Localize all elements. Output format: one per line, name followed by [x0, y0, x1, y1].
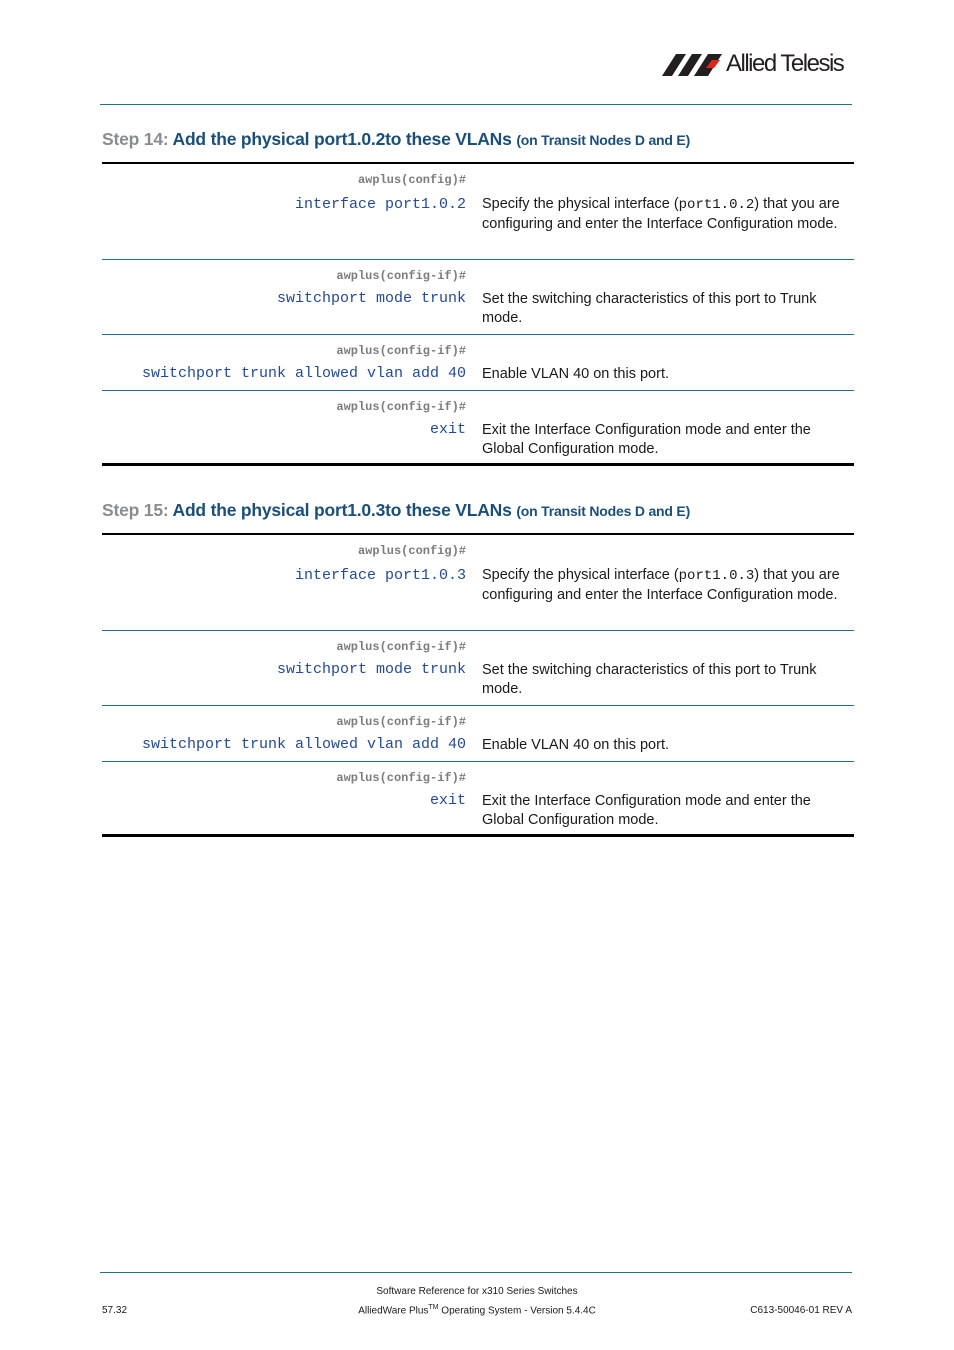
cli-command: switchport trunk allowed vlan add 40	[141, 365, 466, 382]
cli-prompt: awplus(config-if)#	[336, 344, 466, 358]
cli-command: switchport mode trunk	[276, 661, 466, 678]
cli-command: exit	[429, 421, 466, 438]
step-title: Add the physical port1.0.3to these VLANs	[172, 500, 512, 520]
table-row	[102, 706, 854, 762]
step-title: Add the physical port1.0.2to these VLANs	[172, 129, 512, 149]
step-label: Step 14:	[102, 129, 169, 149]
cli-command: switchport trunk allowed vlan add 40	[141, 736, 466, 753]
step-description: Enable VLAN 40 on this port.	[482, 366, 670, 382]
page-number: 57.32	[102, 1305, 128, 1316]
cli-prompt: awplus(config-if)#	[336, 771, 466, 785]
header-divider	[100, 104, 852, 105]
step-description: Specify the physical interface (port1.0.3) that you are configuring and enter the Interface Configuration mode.	[482, 567, 840, 603]
cli-prompt: awplus(config-if)#	[336, 715, 466, 729]
inline-code: port1.0.3	[678, 568, 755, 584]
cli-command: interface port1.0.2	[294, 196, 466, 213]
table-row	[102, 164, 854, 260]
cli-prompt: awplus(config)#	[357, 173, 466, 187]
footer-divider	[100, 1272, 852, 1273]
logo	[662, 50, 854, 80]
table-row	[102, 391, 854, 463]
step-description: Exit the Interface Configuration mode and enter the Global Configuration mode.	[482, 422, 811, 457]
table-row	[102, 762, 854, 834]
footer-version: AlliedWare Plus™ Operating System - Version 5.4.4C	[358, 1304, 596, 1317]
allied-telesis-logo-icon	[662, 54, 724, 76]
document-id: C613-50046-01 REV A	[750, 1305, 852, 1316]
table-row	[102, 335, 854, 391]
inline-code: port1.0.2	[678, 197, 755, 213]
step-15-table	[102, 533, 854, 837]
table-row	[102, 631, 854, 706]
step-description: Enable VLAN 40 on this port.	[482, 737, 670, 753]
footer-title: Software Reference for x310 Series Switches	[376, 1286, 578, 1297]
logo-text: Allied Telesis	[726, 50, 844, 77]
step-subtitle: (on Transit Nodes D and E)	[516, 503, 691, 519]
cli-command: switchport mode trunk	[276, 290, 466, 307]
step-description: Set the switching characteristics of this port to Trunk mode.	[482, 291, 817, 326]
cli-command: interface port1.0.3	[294, 567, 466, 584]
cli-prompt: awplus(config-if)#	[336, 640, 466, 654]
step-label: Step 15:	[102, 500, 169, 520]
step-description: Specify the physical interface (port1.0.2) that you are configuring and enter the Interface Configuration mode.	[482, 196, 840, 232]
cli-command: exit	[429, 792, 466, 809]
step-14-heading	[102, 129, 690, 150]
step-subtitle: (on Transit Nodes D and E)	[516, 132, 691, 148]
step-description: Set the switching characteristics of this port to Trunk mode.	[482, 662, 817, 697]
table-row	[102, 260, 854, 335]
cli-prompt: awplus(config-if)#	[336, 400, 466, 414]
cli-prompt: awplus(config-if)#	[336, 269, 466, 283]
cli-prompt: awplus(config)#	[357, 544, 466, 558]
step-15-heading	[102, 500, 690, 521]
step-14-table	[102, 162, 854, 466]
step-description: Exit the Interface Configuration mode and enter the Global Configuration mode.	[482, 793, 811, 828]
table-row	[102, 535, 854, 631]
